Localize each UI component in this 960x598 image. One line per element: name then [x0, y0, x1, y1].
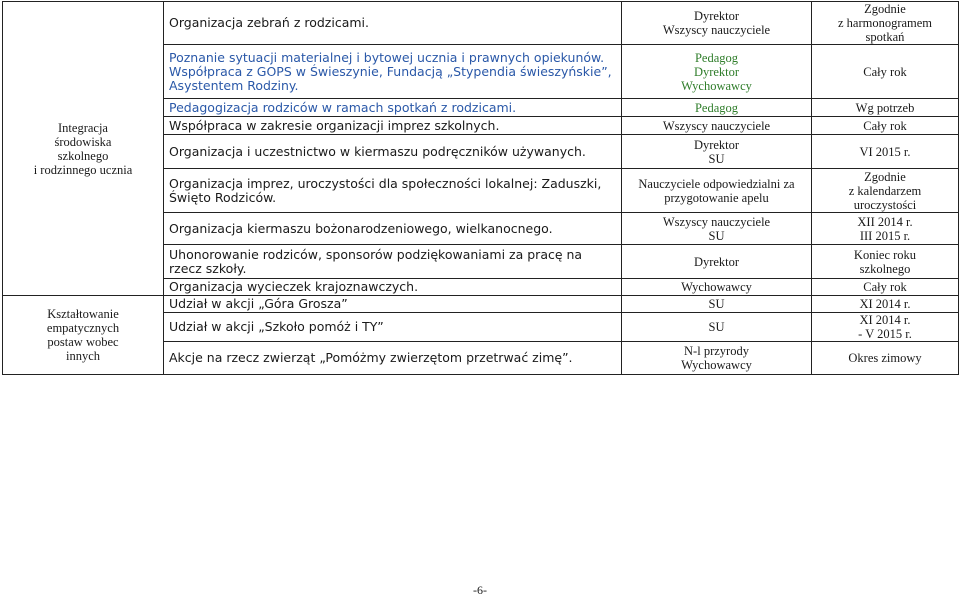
table-row [3, 296, 959, 313]
term-cell: XI 2014 r. - V 2015 r. [812, 313, 959, 342]
responsible-cell: Wychowawcy [622, 279, 812, 296]
responsible-cell: Pedagog [622, 99, 812, 117]
task-cell: Organizacja i uczestnictwo w kiermaszu podręczników używanych. [164, 135, 622, 169]
responsible-cell: Wszyscy nauczyciele [622, 117, 812, 135]
task-cell: Organizacja zebrań z rodzicami. [164, 2, 622, 45]
term-cell: Cały rok [812, 279, 959, 296]
task-cell: Organizacja kiermaszu bożonarodzeniowego, wielkanocnego. [164, 213, 622, 245]
area-empathy: Kształtowanie empatycznych postaw wobec innych [3, 296, 164, 375]
task-cell: Organizacja wycieczek krajoznawczych. [164, 279, 622, 296]
task-cell: Udział w akcji „Szkoło pomóż i TY” [164, 313, 622, 342]
task-cell: Uhonorowanie rodziców, sponsorów podziękowaniami za pracę na rzecz szkoły. [164, 245, 622, 279]
term-cell: XII 2014 r. III 2015 r. [812, 213, 959, 245]
term-cell: Okres zimowy [812, 342, 959, 375]
task-cell: Akcje na rzecz zwierząt „Pomóżmy zwierzętom przetrwać zimę”. [164, 342, 622, 375]
task-cell: Pedagogizacja rodziców w ramach spotkań z rodzicami. [164, 99, 622, 117]
responsible-cell: Wszyscy nauczyciele SU [622, 213, 812, 245]
term-cell: Zgodnie z harmonogramem spotkań [812, 2, 959, 45]
responsible-cell: SU [622, 313, 812, 342]
task-cell: Organizacja imprez, uroczystości dla społeczności lokalnej: Zaduszki, Święto Rodziców. [164, 169, 622, 213]
term-cell: Cały rok [812, 117, 959, 135]
responsible-cell: Dyrektor [622, 245, 812, 279]
term-cell: Wg potrzeb [812, 99, 959, 117]
task-cell: Udział w akcji „Góra Grosza” [164, 296, 622, 313]
responsible-cell: Dyrektor SU [622, 135, 812, 169]
term-cell: VI 2015 r. [812, 135, 959, 169]
responsible-cell: Dyrektor Wszyscy nauczyciele [622, 2, 812, 45]
task-cell: Poznanie sytuacji materialnej i bytowej ucznia i prawnych opiekunów. Współpraca z GOPS w Świeszynie, Fundacją „Stypendia świeszyńskie”, Asystentem Rodziny. [164, 45, 622, 99]
plan-table [2, 1, 959, 375]
term-cell: XI 2014 r. [812, 296, 959, 313]
page-number: -6- [473, 583, 487, 597]
term-cell: Cały rok [812, 45, 959, 99]
task-cell: Współpraca w zakresie organizacji imprez szkolnych. [164, 117, 622, 135]
responsible-cell: N-l przyrody Wychowawcy [622, 342, 812, 375]
responsible-cell: Pedagog Dyrektor Wychowawcy [622, 45, 812, 99]
responsible-cell: Nauczyciele odpowiedzialni za przygotowanie apelu [622, 169, 812, 213]
responsible-cell: SU [622, 296, 812, 313]
table-row [3, 2, 959, 45]
term-cell: Koniec roku szkolnego [812, 245, 959, 279]
area-integration: Integracja środowiska szkolnego i rodzinnego ucznia [3, 2, 164, 296]
term-cell: Zgodnie z kalendarzem uroczystości [812, 169, 959, 213]
